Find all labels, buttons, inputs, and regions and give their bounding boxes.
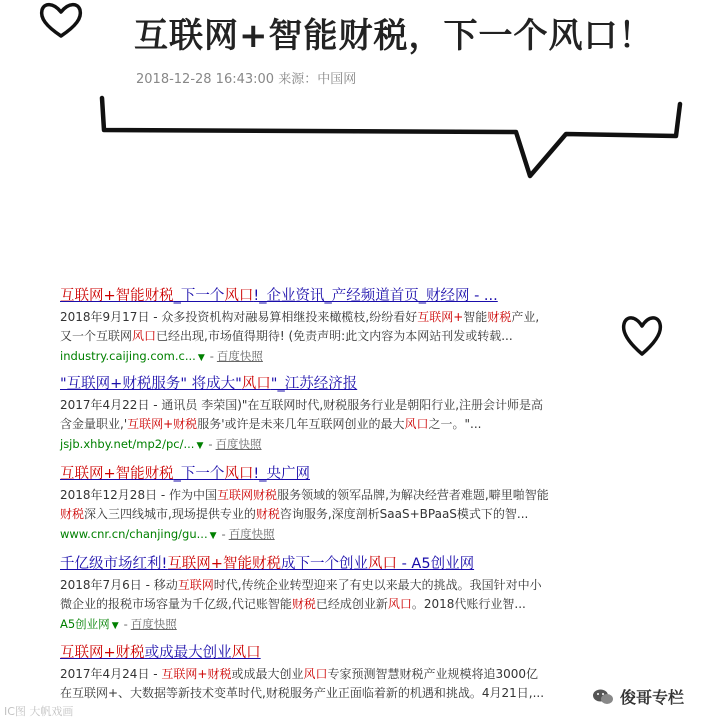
- result-title-link[interactable]: [60, 644, 560, 662]
- cache-link[interactable]: 百度快照: [228, 527, 275, 541]
- cache-link[interactable]: 百度快照: [216, 349, 263, 363]
- result-snippet: [60, 665, 550, 703]
- text-segment: "互联网+财税服务" 将成大": [60, 376, 242, 392]
- text-segment: !_央广网: [253, 466, 310, 482]
- search-result: [60, 555, 560, 634]
- highlighted-keyword: 互联网+智能财税: [167, 556, 281, 572]
- wechat-icon: [592, 688, 614, 706]
- dropdown-arrow-icon[interactable]: ▼: [111, 621, 119, 631]
- highlighted-keyword: 风口: [367, 556, 397, 572]
- result-title-link[interactable]: [60, 555, 560, 573]
- search-result: [60, 375, 560, 454]
- search-result: [60, 644, 560, 703]
- dropdown-arrow-icon[interactable]: ▼: [209, 531, 217, 541]
- result-url[interactable]: jsjb.xhby.net/mp2/pc/... ▼ - 百度快照: [60, 437, 262, 451]
- search-result: [60, 465, 560, 544]
- speech-bubble-doodle: [96, 92, 686, 184]
- highlighted-keyword: 财税: [255, 507, 280, 521]
- text-segment: 已经成创业新: [315, 597, 388, 611]
- text-segment: 服务'或许是未来几年互联网创业的最大: [197, 417, 405, 431]
- highlighted-keyword: 互联网+财税: [127, 417, 198, 431]
- text-segment: 2017年4月22日 - 通讯员 李荣国)"在互联网时代,财税服务行业是朝阳行业,注册会计师是高含金量职业,': [60, 398, 544, 431]
- text-segment: 成下一个创业: [280, 556, 368, 572]
- highlighted-keyword: 风口: [303, 667, 328, 681]
- result-url[interactable]: industry.caijing.com.c... ▼ - 百度快照: [60, 349, 263, 363]
- cache-link[interactable]: 百度快照: [130, 617, 177, 631]
- heart-doodle-icon: [618, 312, 666, 358]
- text-segment: 之一。"...: [428, 417, 482, 431]
- result-snippet: [60, 576, 550, 614]
- text-segment: "_江苏经济报: [270, 376, 358, 392]
- account-badge: [586, 683, 690, 710]
- text-segment: 2018年12月28日 - 作为中国: [60, 488, 218, 502]
- result-title-link[interactable]: [60, 375, 560, 393]
- highlighted-keyword: 财税: [291, 597, 316, 611]
- text-segment: 。2018代账行业智...: [411, 597, 526, 611]
- text-segment: _下一个: [173, 288, 225, 304]
- article-meta: 2018-12-28 16:43:00 来源：中国网: [136, 72, 357, 87]
- highlighted-keyword: 互联网+: [417, 310, 464, 324]
- result-url[interactable]: A5创业网 ▼ - 百度快照: [60, 617, 177, 631]
- highlighted-keyword: 互联网+智能财税: [60, 466, 174, 482]
- text-segment: 千亿级市场红利!: [60, 556, 168, 572]
- text-segment: _下一个: [173, 466, 225, 482]
- highlighted-keyword: 风口: [231, 645, 261, 661]
- text-segment: 咨询服务,深度剖析SaaS+BPaaS模式下的智...: [279, 507, 529, 521]
- result-snippet: [60, 486, 550, 524]
- text-segment: 已经出现,市场值得期待! (免责声明:此文内容为本网站刊发或转载...: [156, 329, 513, 343]
- result-url[interactable]: www.cnr.cn/chanjing/gu... ▼ - 百度快照: [60, 527, 275, 541]
- text-segment: 2018年9月17日 - 众多投资机构对融易算相继投来橄榄枝,纷纷看好: [60, 310, 418, 324]
- highlighted-keyword: 互联网+财税: [60, 645, 145, 661]
- highlighted-keyword: 风口: [404, 417, 429, 431]
- dropdown-arrow-icon[interactable]: ▼: [196, 441, 204, 451]
- text-segment: 产业,又一个互联网: [60, 310, 540, 343]
- heart-doodle-icon: [36, 0, 86, 40]
- text-segment: !_企业资讯_产经频道首页_财经网 - ...: [253, 288, 498, 304]
- highlighted-keyword: 风口: [241, 376, 271, 392]
- result-title-link[interactable]: [60, 465, 560, 483]
- highlighted-keyword: 风口: [224, 288, 254, 304]
- text-segment: 服务领域的领军品牌,为解决经营者难题,噼里啪智能: [277, 488, 549, 502]
- dropdown-arrow-icon[interactable]: ▼: [197, 353, 205, 363]
- result-snippet: [60, 396, 550, 434]
- text-segment: - A5创业网: [396, 556, 475, 572]
- text-segment: 或成最大创业: [231, 667, 304, 681]
- highlighted-keyword: 风口: [224, 466, 254, 482]
- account-name: 俊哥专栏: [620, 688, 685, 707]
- highlighted-keyword: 风口: [132, 329, 157, 343]
- text-segment: 或成最大创业: [144, 645, 232, 661]
- text-segment: 深入三四线城市,现场提供专业的: [84, 507, 256, 521]
- highlighted-keyword: 互联网: [177, 578, 214, 592]
- search-result: [60, 287, 560, 366]
- cache-link[interactable]: 百度快照: [215, 437, 262, 451]
- text-segment: 专家预测智慧财税产业规模将追3000亿在互联网+、大数据等新技术变革时代,财税服务产业正面临着新的机遇和挑战。4月21日,...: [60, 667, 545, 700]
- highlighted-keyword: 互联网+财税: [161, 667, 232, 681]
- highlighted-keyword: 财税: [60, 507, 85, 521]
- highlighted-keyword: 互联网+智能财税: [60, 288, 174, 304]
- result-title-link[interactable]: [60, 287, 560, 305]
- text-segment: 2018年7月6日 - 移动: [60, 578, 178, 592]
- text-segment: 智能: [463, 310, 488, 324]
- highlighted-keyword: 互联网财税: [217, 488, 278, 502]
- text-segment: 2017年4月24日 -: [60, 667, 162, 681]
- highlighted-keyword: 财税: [487, 310, 512, 324]
- article-title: 互联网+智能财税，下一个风口！: [134, 16, 654, 56]
- highlighted-keyword: 风口: [387, 597, 412, 611]
- image-watermark: IC图 大帆戏画: [4, 705, 74, 718]
- text-segment: 时代,传统企业转型迎来了有史以来最大的挑战。我国针对中小微企业的报税市场容量为千亿级,代记账智能: [60, 578, 542, 611]
- result-snippet: [60, 308, 550, 346]
